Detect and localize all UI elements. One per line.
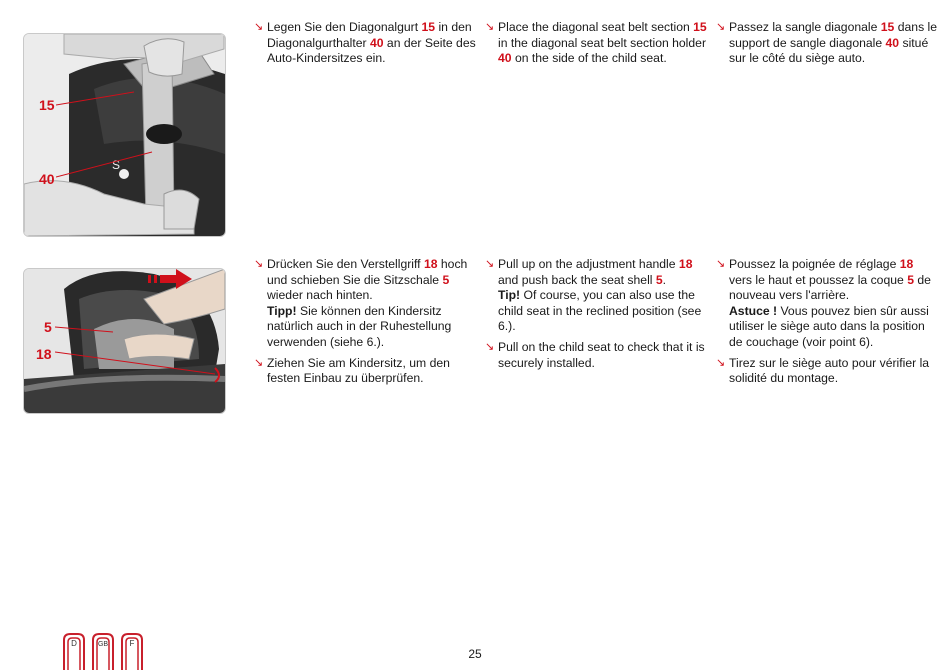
text: Place the diagonal seat belt section	[498, 20, 694, 34]
ref-number: 18	[678, 257, 693, 271]
arrow-bullet-icon: ↘	[716, 356, 726, 369]
text: in den Diagonalgurthalter	[267, 20, 472, 50]
step-2-fr-instruction	[716, 257, 938, 351]
page-number: 25	[468, 647, 482, 661]
step-1-english	[485, 20, 707, 72]
text: de nouveau vers l'arrière.	[729, 272, 931, 303]
ref-number: 18	[899, 257, 914, 271]
step-1-en-instruction	[485, 20, 707, 67]
ref-number: 15	[421, 20, 436, 34]
arrow-bullet-icon: ↘	[716, 258, 726, 270]
tip-label: Tip!	[498, 288, 521, 303]
callout-5: 5	[44, 319, 52, 335]
step-2-en-instruction	[485, 257, 707, 335]
text: Tirez sur le siège auto pour vérifier la solidité du montage.	[729, 355, 930, 386]
callout-5-leader	[55, 322, 115, 336]
arrow-bullet-icon: ↘	[716, 21, 726, 33]
step-1-fr-instruction	[716, 20, 938, 67]
arrow-bullet-icon: ↘	[254, 21, 264, 33]
ref-number: 5	[907, 272, 914, 287]
language-code: F	[129, 639, 135, 648]
arrow-bullet-icon: ↘	[485, 258, 495, 270]
tip-text: Of course, you can also use the child seat in the reclined position (see 6.).	[498, 288, 702, 334]
step-2-de-check	[254, 356, 476, 387]
ref-number: 40	[498, 51, 512, 66]
arrow-bullet-icon: ↘	[485, 21, 495, 33]
language-code: D	[71, 639, 77, 648]
step-1-german	[254, 20, 476, 72]
step-2-de-instruction	[254, 257, 476, 351]
ref-number: 40	[885, 35, 900, 50]
text: Legen Sie den Diagonalgurt	[267, 20, 422, 34]
text: vers le haut et poussez la coque	[729, 272, 908, 287]
step-2-en-check	[485, 340, 707, 371]
text: and push back the seat shell	[498, 272, 656, 287]
language-code: GB	[97, 641, 109, 648]
callout-18-leader	[55, 348, 230, 388]
text: Poussez la poignée de réglage	[729, 257, 900, 271]
text: Ziehen Sie am Kindersitz, um den festen Einbau zu überprüfen.	[267, 355, 450, 386]
text: Pull on the child seat to check that it is securely installed.	[498, 339, 705, 370]
figure-2-photo	[23, 268, 226, 414]
push-direction-arrow-icon	[148, 269, 194, 289]
callout-40: 40	[39, 171, 55, 187]
step-2-english	[485, 257, 707, 376]
text: hoch und schieben Sie die Sitzschale	[267, 257, 468, 287]
ref-number: 18	[423, 257, 438, 271]
callout-15: 15	[39, 97, 55, 113]
callout-15-leader	[56, 90, 136, 110]
ref-number: 5	[442, 272, 450, 287]
text: in the diagonal seat belt section holder	[498, 35, 707, 50]
text: an der Seite des Auto-Kindersitzes ein.	[267, 35, 476, 66]
step-1-french	[716, 20, 938, 72]
tip-text: Vous pouvez bien sûr aussi utiliser le siège auto dans la position de couchage (voir point 6).	[729, 303, 929, 349]
text: Pull up on the adjustment handle	[498, 257, 679, 271]
text: situé sur le côté du siège auto.	[729, 35, 929, 66]
figure-1-photo	[23, 33, 226, 237]
text: on the side of the child seat.	[511, 51, 667, 66]
arrow-bullet-icon: ↘	[254, 258, 264, 270]
text: .	[662, 272, 667, 287]
text: dans le support de sangle diagonale	[729, 20, 938, 50]
arrow-bullet-icon: ↘	[485, 340, 495, 353]
text: Drücken Sie den Verstellgriff	[267, 257, 424, 271]
callout-40-leader	[56, 150, 156, 180]
text: wieder nach hinten.	[267, 288, 373, 303]
ref-number: 15	[880, 20, 895, 34]
tip-text: Sie können den Kindersitz natürlich auch in der Ruhestellung verwenden (siehe 6.).	[267, 303, 452, 349]
callout-18: 18	[36, 346, 52, 362]
step-1-de-instruction	[254, 20, 476, 67]
tip-label: Tipp!	[267, 303, 297, 318]
ref-number: 40	[369, 35, 384, 50]
step-2-french	[716, 257, 938, 392]
svg-text:S: S	[112, 158, 121, 172]
ref-number: 15	[693, 20, 707, 34]
step-2-fr-check	[716, 356, 938, 387]
text: Passez la sangle diagonale	[729, 20, 881, 34]
tip-label: Astuce !	[729, 303, 778, 318]
step-2-german	[254, 257, 476, 392]
ref-number: 5	[655, 272, 663, 287]
arrow-bullet-icon: ↘	[254, 356, 264, 369]
